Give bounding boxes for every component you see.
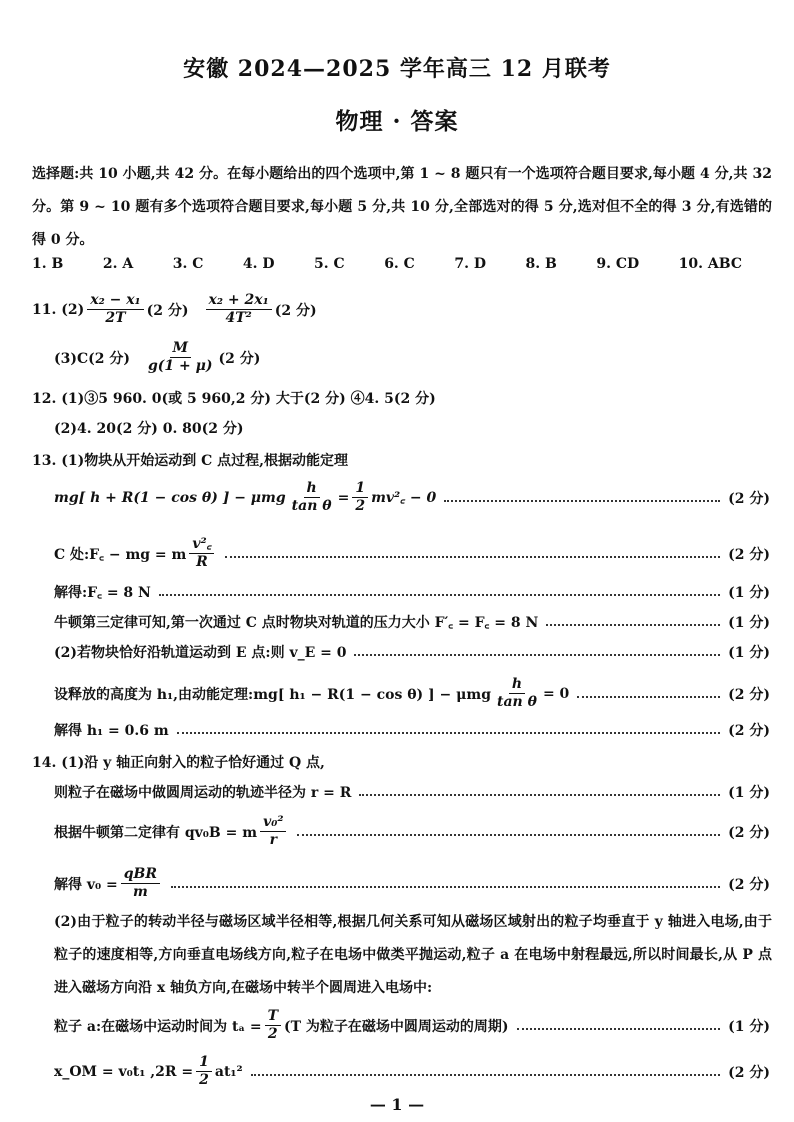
score: (1 分): [728, 585, 770, 601]
q13-equation-7: 解得 h₁ = 0.6 m (2 分): [54, 720, 770, 740]
q12-line-2: (2)4. 20(2 分) 0. 80(2 分): [54, 421, 244, 437]
q11-fraction-1: $\frac{\text{x₂ − x₁}}{2T}$: [87, 292, 143, 327]
score: (2 分): [728, 824, 770, 841]
q11-line-2: (3)C(2 分) $\frac{M}{g(1 + \mu)}$ (2 分): [54, 340, 261, 374]
answer-6: 6. C: [384, 256, 415, 272]
q11-fraction-2: $\frac{\text{x₂ + 2x₁}}{\text{4T²}}$: [206, 292, 272, 327]
q13-equation-5: (2)若物块恰好沿轨道运动到 E 点:则 v_E = 0 (1 分): [54, 642, 770, 662]
q13-equation-1: mg[ h + R(1 − cos θ) ] − μmg $\frac{h}{\text{tan θ}}$ = $\frac{1}{2}$ mv²꜀ − 0 (2 分): [54, 480, 770, 514]
score: (2 分): [728, 1064, 770, 1081]
q13-equation-4: 牛顿第三定律可知,第一次通过 C 点时物块对轨道的压力大小 F′꜀ = F꜀ = 8 N (1 分): [54, 612, 770, 632]
q13-equation-3: 解得:F꜀ = 8 N (1 分): [54, 582, 770, 602]
answer-5: 5. C: [314, 256, 345, 272]
q11-line-1: 11. (2) $\frac{\text{x₂ − x₁}}{2T}$ (2 分) $\frac{\text{x₂ + 2x₁}}{\text{4T²}}$ (2 分): [32, 292, 317, 326]
q14-line-3: 解得 v₀ = $\frac{\text{qBR}}{m}$ (2 分): [54, 866, 770, 900]
q14-paragraph-2: (2)由于粒子的转动半径与磁场区域半径相等,根据几何关系可知从磁场区域射出的粒子均垂直于 y 轴进入电场,由于粒子的速度相等,方向垂直电场线方向,粒子在电场中做类平抛运动,粒子 a 在电场中射程最远,所以时间最长,从 P 点进入磁场方向沿 x 轴负方向,在磁场中转半个圆周进入电场中:: [54, 914, 772, 996]
page-number: — 1 —: [369, 1095, 425, 1114]
answer-10: 10. ABC: [678, 256, 742, 272]
score: (1 分): [728, 615, 770, 631]
answer-3: 3. C: [172, 256, 204, 272]
answer-1: 1. B: [32, 256, 64, 272]
q11-fraction-3: $\frac{M}{g(1 + \mu)}$: [148, 340, 213, 374]
answer-9: 9. CD: [596, 256, 640, 272]
score: (2 分): [728, 490, 770, 507]
score: (2 分): [728, 546, 770, 563]
q13-equation-6: 设释放的高度为 h₁,由动能定理:mg[ h₁ − R(1 − cos θ) ] − μmg $\frac{h}{\text{tan θ}}$ = 0 (2 分): [54, 676, 770, 710]
score: (1 分): [728, 785, 770, 801]
answer-2: 2. A: [102, 256, 134, 272]
score: (2 分): [728, 686, 770, 703]
q12-line-1: 12. (1)③5 960. 0(或 5 960,2 分) 大于(2 分) ④4. 5(2 分): [32, 391, 436, 407]
choice-instructions: 选择题:共 10 小题,共 42 分。在每小题给出的四个选项中,第 1 ~ 8 题只有一个选项符合题目要求,每小题 4 分,共 32 分。第 9 ~ 10 题有多个选项符合题目要求,每小题 5 分,共 10 分,全部选对的得 5 分,选对但不全的得 3 分,有选错的得 0 分。: [32, 166, 772, 248]
q13-heading: 13. (1)物块从开始运动到 C 点过程,根据动能定理: [32, 453, 348, 469]
q13-equation-2: C 处:F꜀ − mg = m $\frac{\text{v²꜀}}{R}$ (2 分): [54, 536, 770, 570]
page-title: 安徽 2024—2025 学年高三 12 月联考: [183, 56, 611, 82]
q14-line-4: 粒子 a:在磁场中运动时间为 tₐ = $\frac{T}{2}$ (T 为粒子在磁场中圆周运动的周期) (1 分): [54, 1008, 770, 1042]
choice-answers-row: [32, 256, 770, 272]
score: (1 分): [728, 645, 770, 661]
page-subtitle: 物理 · 答案: [335, 108, 459, 135]
q14-heading: 14. (1)沿 y 轴正向射入的粒子恰好通过 Q 点,: [32, 755, 325, 771]
score: (2 分): [728, 723, 770, 739]
answer-8: 8. B: [525, 256, 557, 272]
answer-7: 7. D: [454, 256, 486, 272]
q14-line-5: x_OM = v₀t₁ ,2R = $\frac{1}{2}$ at₁² (2 分): [54, 1054, 770, 1088]
score: (2 分): [728, 876, 770, 893]
answer-4: 4. D: [242, 256, 275, 272]
score: (1 分): [728, 1018, 770, 1035]
q14-line-2: 根据牛顿第二定律有 qv₀B = m $\frac{\text{v₀²}}{r}$ (2 分): [54, 814, 770, 848]
q14-line-1: 则粒子在磁场中做圆周运动的轨迹半径为 r = R (1 分): [54, 782, 770, 802]
